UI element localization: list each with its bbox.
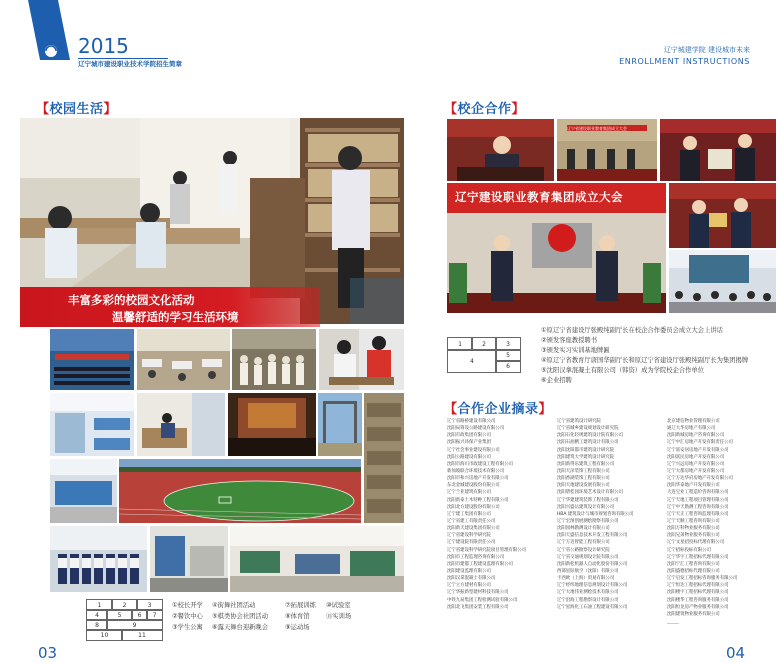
company-name: 沈阳新松机器人自动化股份有限公司 xyxy=(557,561,628,567)
header-logo-shape xyxy=(28,0,70,60)
company-name: 西部星际航空（沈阳）有限公司 xyxy=(557,568,619,574)
right-caption-6: ⑥企业招聘 xyxy=(541,377,572,384)
company-name: 卡西欧（上海）贸易有限公司 xyxy=(557,576,615,582)
company-name: 辽宁文星招投标代理有限公司 xyxy=(667,540,725,546)
header-year: 2015 xyxy=(78,34,129,58)
company-name: 辽宁万达华府房地产开发有限公司 xyxy=(667,476,733,482)
left-legend-7: 7 xyxy=(146,609,163,621)
company-name: 沈阳新城房地产咨询有限公司 xyxy=(667,433,725,439)
right-caption-2: ②颁发客座教授聘书 xyxy=(541,337,598,344)
company-name: 沈阳宁汇工程咨询有限公司 xyxy=(667,561,720,567)
company-name: 辽宁兴远房地产开发有限公司 xyxy=(667,461,725,467)
company-name: 新加坡联合环境技术有限公司 xyxy=(447,468,505,474)
company-name: 沈阳碧桂园环境艺术设计有限公司 xyxy=(557,490,623,496)
left-page-number: 03 xyxy=(38,644,58,662)
company-name: 辽宁省建筑设计研究院 xyxy=(557,419,601,424)
company-list-col3 xyxy=(667,418,737,618)
training-workshop-photo xyxy=(230,526,404,592)
right-legend-5: 5 xyxy=(495,349,521,362)
company-list-title: 【合作企业摘录】 xyxy=(444,402,553,417)
company-list-col2 xyxy=(557,418,634,611)
company-name: 辽宁经纬地理信息规划设计有限公司 xyxy=(557,583,628,589)
company-name: 沈阳市建都工程建设监理有限公司 xyxy=(447,561,513,567)
company-list-col1 xyxy=(447,418,526,611)
company-name: 北京建信物业管理有限公司 xyxy=(667,419,720,424)
company-name: 辽宁省建设科学研究院 xyxy=(447,533,491,539)
company-name: 辽宁建工集团有限公司 xyxy=(447,511,491,517)
left-legend-3: 3 xyxy=(136,599,163,611)
left-legend-1: 1 xyxy=(86,599,113,611)
company-name: 沈阳市海川市政建设工程有限公司 xyxy=(447,461,513,467)
company-name: 东北金城建设股份有限公司 xyxy=(447,483,500,489)
company-name: 辽宁天顺工程咨询有限公司 xyxy=(667,518,720,524)
company-name: 沈阳市政集团有限公司 xyxy=(447,433,491,439)
company-name: 辽宁社会事业建设有限公司 xyxy=(447,447,500,453)
right-legend-4: 4 xyxy=(447,349,497,373)
company-name: 辽宁省建设科学研究院项目管理有限公司 xyxy=(447,547,527,553)
company-name: 大连宝业工程造价咨询有限公司 xyxy=(667,490,729,496)
right-page-number: 04 xyxy=(726,644,746,662)
left-caption-1: ①校长开学 xyxy=(172,602,203,609)
left-legend-5: 5 xyxy=(106,609,133,621)
company-name: 辽宁省城乡建设规划设计研究院 xyxy=(557,426,619,432)
laboratory-photo xyxy=(150,526,228,592)
company-name: 沈阳华泰地产开发有限公司 xyxy=(667,483,720,489)
company-name: 辽宁兰亚建筑有限公司 xyxy=(447,490,491,496)
unveiling-banner-text: 辽宁建设职业教育集团成立大会 xyxy=(455,190,623,204)
left-section-title: 【校园生活】 xyxy=(36,102,118,117)
left-legend-2: 2 xyxy=(111,599,138,611)
company-name: 沈阳万科物业服务有限公司 xyxy=(667,526,720,532)
company-name: 沈阳富民房地产开发有限公司 xyxy=(667,454,725,460)
company-name: 辽宁华宇工程招标代理有限公司 xyxy=(667,554,729,560)
company-name: 沈阳公路建设有限公司 xyxy=(447,454,491,460)
company-name: 辽宁中天勘测工程咨询有限公司 xyxy=(667,504,729,510)
left-legend-4: 4 xyxy=(86,609,108,621)
company-name: 辽宁富安居房地产开发有限公司 xyxy=(667,447,729,453)
left-caption-4: ④街舞社团活动 xyxy=(212,602,256,609)
right-legend-3: 3 xyxy=(495,337,521,351)
opening-ceremony-photo xyxy=(50,329,134,390)
company-name: 辽宁宏图创展测绘勘察有限公司 xyxy=(557,518,619,524)
gymnasium-photo xyxy=(50,459,117,523)
company-name: 沈阳楼华工程咨询服务有限公司 xyxy=(667,597,729,603)
banner-line-2: 温馨舒适的学习生活环境 xyxy=(112,310,239,324)
company-name: 沈阳市工程监理咨询有限公司 xyxy=(447,554,505,560)
left-caption-11: ⑪实训场 xyxy=(326,613,352,620)
company-name: 辽宁恒达工程招标代理有限公司 xyxy=(667,583,729,589)
company-name: 辽宁省路桥建设有限公司 xyxy=(447,419,496,424)
left-caption-9: ⑨运动场 xyxy=(285,624,310,631)
company-name: 辽宁华振新型建材科技有限公司 xyxy=(447,590,509,596)
company-name: 沈阳兴盛岳建筑设计有限公司 xyxy=(557,504,615,510)
company-name: 沈阳天盛信息技术开发工程有限公司 xyxy=(557,533,628,539)
right-caption-1: ①原辽宁省建设厅张殿纯副厅长在校企合作委员会成立大会上讲话 xyxy=(541,327,723,334)
left-caption-6: ⑥露天舞台迎新晚会 xyxy=(212,624,269,631)
dance-club-photo xyxy=(232,329,316,390)
company-name: 辽宁省公路勘察设计研究院 xyxy=(557,547,610,553)
company-name: 沈阳建筑物业服务有限公司 xyxy=(667,611,720,617)
right-legend-6: 6 xyxy=(495,360,521,373)
campus-banner xyxy=(20,287,320,327)
company-name: 沈阳天泽装饰工程有限公司 xyxy=(557,468,610,474)
right-caption-3: ③颁发实习实训基地牌匾 xyxy=(541,347,610,354)
left-caption-10: ⑩试验室 xyxy=(326,602,351,609)
header-underline xyxy=(78,58,168,59)
header-school-title: 辽宁城市建设职业技术学院招生简章 xyxy=(78,60,182,68)
outdoor-training-photo xyxy=(318,393,362,456)
company-name: 辽宁天正工程咨询监理有限公司 xyxy=(667,511,729,517)
official-speech-photo xyxy=(447,119,554,181)
left-legend-8: 8 xyxy=(86,619,108,631)
company-name: 沈阳建设监理有限公司 xyxy=(447,568,491,574)
company-name: 沈阳新天建设集团有限公司 xyxy=(447,526,500,532)
company-name: 沈阳石化轻规建筑设计院有限公司 xyxy=(557,433,623,439)
guest-professor-photo xyxy=(669,183,776,248)
right-caption-4: ④原辽宁省教育厅唐国华副厅长和原辽宁省建设厅张殿纯副厅长为集团揭牌 xyxy=(541,357,749,364)
company-name: 辽宁华建建筑装饰工程有限公司 xyxy=(557,497,619,503)
stage-performance-photo xyxy=(228,393,316,456)
company-name: 沈阳沈阳都市建筑设计研究院 xyxy=(557,447,615,453)
company-name: 沈阳园林勘测设计有限公司 xyxy=(557,526,610,532)
left-caption-5: ⑤棋类协会社团活动 xyxy=(212,613,269,620)
right-legend-1: 1 xyxy=(447,337,473,351)
company-name: 辽宁省交通规划设计院有限公司 xyxy=(557,554,619,560)
company-name: 沈阳盛德招标代理有限公司 xyxy=(667,568,720,574)
dorm-room-photo xyxy=(137,393,225,456)
left-caption-7: ⑦拓展训练 xyxy=(285,602,316,609)
dining-hall-photo xyxy=(137,329,230,390)
left-caption-8: ⑧体育馆 xyxy=(285,613,310,620)
sports-field-photo xyxy=(119,459,361,523)
company-name: 沈阳新得乐建筑工程有限公司 xyxy=(557,461,615,467)
job-fair-photo xyxy=(669,250,776,313)
header-slogan: 辽宁城建学院 建设城市未来 xyxy=(663,46,750,54)
company-name: 辽宁省建工有限责任公司 xyxy=(447,518,496,524)
hall-banner-text: 辽宁省建设职业教育集团成立大会 xyxy=(567,126,627,131)
company-name: 辽宁万迈智能工程有限公司 xyxy=(557,540,610,546)
left-legend-10: 10 xyxy=(86,629,123,641)
chess-club-photo xyxy=(319,329,404,390)
company-name: 辽宁大地伟业测绘技术有限公司 xyxy=(557,590,619,596)
company-name: 辽宁大都房地产开发有限公司 xyxy=(667,468,725,474)
dormitory-photo xyxy=(50,393,134,456)
company-name: 沈阳北飞集团安装工程有限公司 xyxy=(447,604,509,610)
left-legend-6: 6 xyxy=(131,609,148,621)
company-name: 沈阳振兴环保产业集团 xyxy=(447,440,491,446)
left-caption-2: ②餐饮中心 xyxy=(172,613,203,620)
company-name: 沈阳建筑大学建筑设计研究院 xyxy=(557,454,615,460)
company-name: 中铁九局集团工程检测试验有限公司 xyxy=(447,597,518,603)
company-name: 沈阳天地建设发展有限公司 xyxy=(557,483,610,489)
company-name: 沈阳北方建设股份有限公司 xyxy=(447,504,500,510)
company-name: 辽宁星海化工石油工程建设有限公司 xyxy=(557,604,628,610)
company-name: 辽宁中汇房地产开发有限责任公司 xyxy=(667,440,733,446)
company-name: 沈阳楼宇工程招标代理有限公司 xyxy=(667,590,729,596)
company-name: 沈阳局筹设公路建设有限公司 xyxy=(447,426,505,432)
company-name: 沈阳市和兴房地产开发有限公司 xyxy=(447,476,509,482)
left-legend-11: 11 xyxy=(121,629,163,641)
company-name: 辽宁天地工程项目管理有限公司 xyxy=(667,497,729,503)
company-name: 辽宁立方建材有限公司 xyxy=(447,583,491,589)
company-name: HBA 建筑设计与城市规划咨询有限公司 xyxy=(557,511,634,517)
company-name: 沈阳新泰土木特种工程有限公司 xyxy=(447,497,509,503)
right-legend-2: 2 xyxy=(471,337,497,351)
header-enrollment: ENROLLMENT INSTRUCTIONS xyxy=(619,57,750,66)
company-name: 沈阳兄弟物业服务有限公司 xyxy=(667,533,720,539)
company-name: 沈阳汉拿混凝土有限公司 xyxy=(447,576,496,582)
company-name: 辽宁沿海工程勘察设计有限公司 xyxy=(557,597,619,603)
plaque-award-photo xyxy=(660,119,776,181)
left-legend-9: 9 xyxy=(106,619,163,631)
right-section-title: 【校企合作】 xyxy=(444,102,526,117)
lab-wall-photo xyxy=(364,393,404,523)
left-caption-3: ③学生公寓 xyxy=(172,624,203,631)
company-name: 辽宁招标投标有限公司 xyxy=(667,547,711,553)
company-name: 沈阳石油精工建筑设计有限公司 xyxy=(557,440,619,446)
students-group-photo xyxy=(50,526,147,592)
banner-line-1: 丰富多彩的校园文化活动 xyxy=(68,293,195,307)
company-name: 沈阳香湖装饰工程有限公司 xyxy=(557,476,610,482)
company-name: 辽宁建设院有限责任公司 xyxy=(447,540,496,546)
company-list-more: …… xyxy=(667,619,679,626)
company-name: 通辽大华房地产有限公司 xyxy=(667,426,716,432)
company-name: 辽宁启发工程招标咨询服务有限公司 xyxy=(667,576,738,582)
right-caption-5: ⑤沈阳汉拿混凝土有限公司（韩资）成为学院校企合作单位 xyxy=(541,367,705,374)
company-name: 沈阳恒龙房产物业服务有限公司 xyxy=(667,604,729,610)
